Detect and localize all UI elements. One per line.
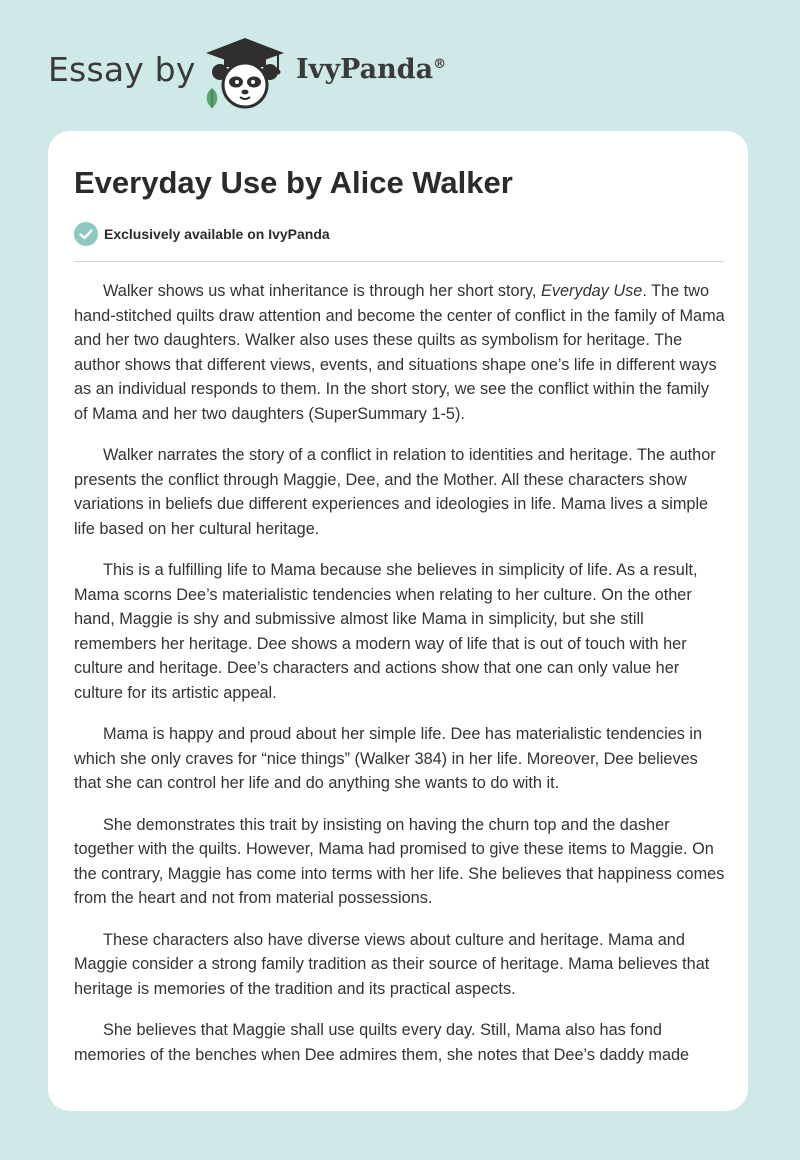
paragraph: She demonstrates this trait by insisting on having the churn top and the dasher together with the quilts. However, Mama had promised to give these items to Maggie. On the contrary, Maggie has come into terms with her life. She believes that happiness comes from the heart and not from material possessions. bbox=[74, 815, 725, 907]
exclusive-badge bbox=[74, 222, 330, 246]
brand-name[interactable]: IvyPanda® bbox=[296, 54, 447, 85]
paragraph: This is a fulfilling life to Mama because she believes in simplicity of life. As a result, Mama scorns Dee’s materialistic tendencies when relating to her culture. On the other hand, Maggie is shy and submissive almost like Mama in simplicity, but she still remembers her heritage. Dee shows a modern way of life that is out of touch with her culture and heritage. Dee’s characters and actions show that one can only value her culture for its artistic appeal. bbox=[74, 561, 698, 702]
divider bbox=[74, 261, 724, 262]
check-circle-icon bbox=[74, 222, 98, 246]
site-header bbox=[0, 0, 800, 130]
badge-text: Exclusively available on IvyPanda bbox=[104, 226, 330, 242]
story-title: Everyday Use bbox=[540, 282, 643, 300]
essay-card bbox=[48, 131, 748, 1111]
paragraph: Walker shows us what inheritance is through her short story, Everyday Use. The two hand-stitched quilts draw attention and become the center of conflict in the family of Mama and her two daughters. Walker also uses these quilts as symbolism for heritage. The author shows that different views, events, and situations shape one’s life in different ways as an individual responds to them. In the short story, we see the conflict within the family of Mama and her two daughters (SuperSummary 1-5). bbox=[74, 282, 725, 423]
panda-graduate-icon[interactable] bbox=[200, 36, 290, 110]
registered-mark: ® bbox=[433, 57, 447, 72]
essay-by-label: Essay by bbox=[48, 50, 196, 89]
page-title: Everyday Use by Alice Walker bbox=[74, 165, 513, 200]
essay-body bbox=[74, 279, 726, 1084]
paragraph: These characters also have diverse views about culture and heritage. Mama and Maggie consider a strong family tradition as their source of heritage. Mama believes that heritage is memories of the tradition and its practical aspects. bbox=[74, 930, 710, 998]
paragraph: She believes that Maggie shall use quilts every day. Still, Mama also has fond memories of the benches when Dee admires them, she notes that Dee’s daddy made bbox=[74, 1021, 690, 1064]
paragraph: Walker narrates the story of a conflict in relation to identities and heritage. The author presents the conflict through Maggie, Dee, and the Mother. All these characters show variations in beliefs due different experiences and ideologies in life. Mama lives a simple life based on her cultural heritage. bbox=[74, 446, 716, 538]
paragraph: Mama is happy and proud about her simple life. Dee has materialistic tendencies in which she only craves for “nice things” (Walker 384) in her life. Moreover, Dee believes that she can control her life and do anything she wants to do with it. bbox=[74, 725, 703, 792]
